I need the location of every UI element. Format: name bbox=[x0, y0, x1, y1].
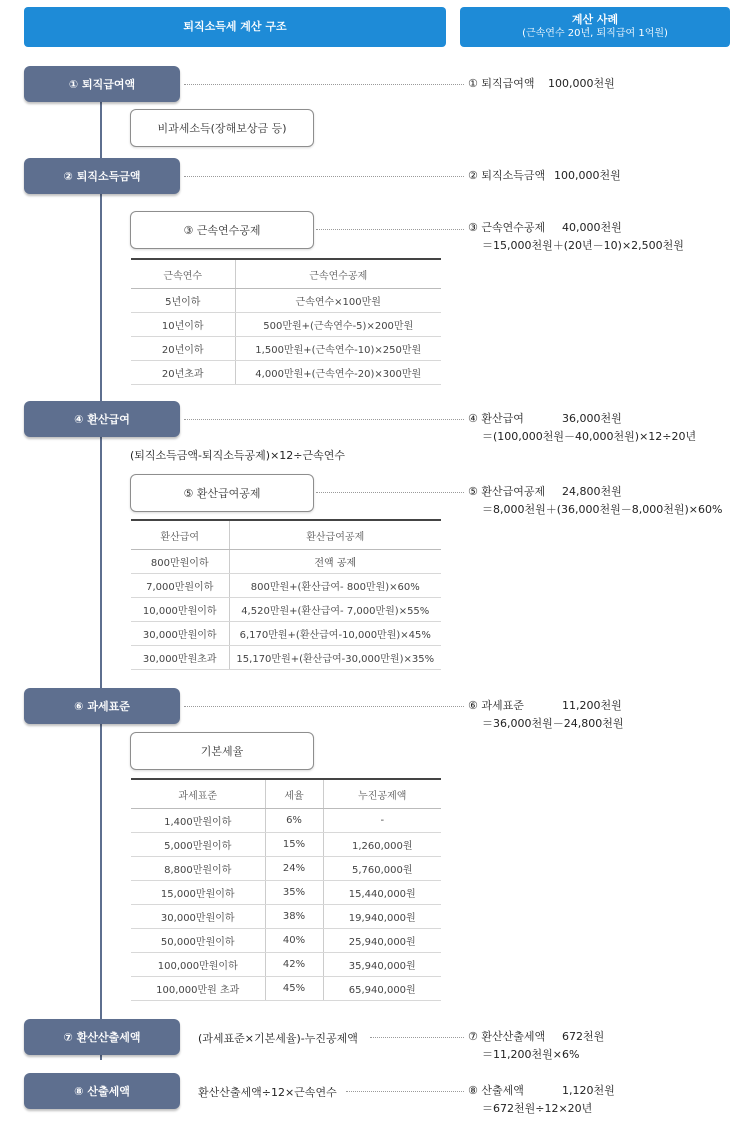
result-5 bbox=[468, 483, 722, 519]
connector-8 bbox=[346, 1091, 464, 1092]
result-4-formula: ＝(100,000천원－40,000천원)×12÷20년 bbox=[482, 430, 697, 443]
connector-2 bbox=[184, 176, 464, 177]
structure-header-title: 퇴직소득세 계산 구조 bbox=[183, 20, 287, 33]
table-cell: 35,940,000원 bbox=[323, 953, 441, 977]
table-cell: 15,000만원이하 bbox=[131, 881, 265, 905]
table-row bbox=[131, 313, 441, 337]
result-7-formula: ＝11,200천원×6% bbox=[482, 1048, 580, 1061]
step-2-label: ② 퇴직소득금액 bbox=[63, 170, 141, 183]
result-8-label: ⑧ 산출세액 bbox=[468, 1084, 524, 1097]
table-cell: 40% bbox=[265, 929, 323, 953]
result-1-label: ① 퇴직급여액 bbox=[468, 77, 535, 90]
flow-spine-line bbox=[100, 100, 102, 1060]
result-6-label: ⑥ 과세표준 bbox=[468, 699, 524, 712]
table-row bbox=[131, 809, 441, 833]
table-cell: 50,000만원이하 bbox=[131, 929, 265, 953]
result-1-value: 100,000천원 bbox=[548, 77, 615, 90]
table-cell: 38% bbox=[265, 905, 323, 929]
structure-header bbox=[24, 7, 446, 47]
table-cell: 24% bbox=[265, 857, 323, 881]
table-header-row bbox=[131, 259, 441, 289]
result-6-formula: ＝36,000천원－24,800천원 bbox=[482, 717, 624, 730]
table-row bbox=[131, 574, 441, 598]
table-cell: 8,800만원이하 bbox=[131, 857, 265, 881]
result-3 bbox=[468, 219, 684, 255]
table-row bbox=[131, 833, 441, 857]
table-cell: 65,940,000원 bbox=[323, 977, 441, 1001]
table-cell: 5,000만원이하 bbox=[131, 833, 265, 857]
result-4-label: ④ 환산급여 bbox=[468, 412, 524, 425]
result-2-value: 100,000천원 bbox=[554, 169, 621, 182]
table-cell: 1,260,000원 bbox=[323, 833, 441, 857]
table-cell: 100,000만원이하 bbox=[131, 953, 265, 977]
table-row bbox=[131, 361, 441, 385]
result-3-value: 40,000천원 bbox=[562, 221, 622, 234]
connector-3 bbox=[316, 229, 464, 230]
table-row bbox=[131, 646, 441, 670]
step-8-formula-note: 환산산출세액÷12×근속연수 bbox=[198, 1086, 337, 1099]
table-header-cell: 근속연수공제 bbox=[235, 259, 441, 289]
table-cell: 42% bbox=[265, 953, 323, 977]
nontaxable-income-box bbox=[130, 109, 314, 147]
result-4-value: 36,000천원 bbox=[562, 412, 622, 425]
table-row bbox=[131, 929, 441, 953]
connector-6 bbox=[184, 706, 464, 707]
result-8-formula: ＝672천원÷12×20년 bbox=[482, 1102, 593, 1115]
table-cell: 4,000만원+(근속연수-20)×300만원 bbox=[235, 361, 441, 385]
table-cell: 6% bbox=[265, 809, 323, 833]
basic-rate-box bbox=[130, 732, 314, 770]
table-row bbox=[131, 977, 441, 1001]
table-row bbox=[131, 289, 441, 313]
table-cell: 전액 공제 bbox=[229, 550, 441, 574]
table-cell: 5,760,000원 bbox=[323, 857, 441, 881]
table-cell: 15% bbox=[265, 833, 323, 857]
table-cell: 20년이하 bbox=[131, 337, 235, 361]
table-header-row bbox=[131, 779, 441, 809]
conversion-deduction-table bbox=[131, 519, 441, 670]
table-row bbox=[131, 953, 441, 977]
table-cell: 19,940,000원 bbox=[323, 905, 441, 929]
service-deduction-box bbox=[130, 211, 314, 249]
result-3-label: ③ 근속연수공제 bbox=[468, 221, 546, 234]
table-cell: 30,000만원이하 bbox=[131, 622, 229, 646]
table-cell: 7,000만원이하 bbox=[131, 574, 229, 598]
connector-1 bbox=[184, 84, 464, 85]
example-header-title: 계산 사례 bbox=[571, 13, 619, 26]
step-7-formula-note: (과세표준×기본세율)-누진공제액 bbox=[198, 1032, 358, 1045]
table-cell: 근속연수×100만원 bbox=[235, 289, 441, 313]
table-cell: 15,170만원+(환산급여-30,000만원)×35% bbox=[229, 646, 441, 670]
table-cell: 15,440,000원 bbox=[323, 881, 441, 905]
step-6-label: ⑥ 과세표준 bbox=[74, 700, 130, 713]
result-5-label: ⑤ 환산급여공제 bbox=[468, 485, 546, 498]
result-8-value: 1,120천원 bbox=[562, 1084, 615, 1097]
table-row bbox=[131, 550, 441, 574]
table-row bbox=[131, 598, 441, 622]
table-cell: 800만원이하 bbox=[131, 550, 229, 574]
table-header-cell: 세율 bbox=[265, 779, 323, 809]
basic-rate-label: 기본세율 bbox=[200, 745, 244, 758]
result-5-value: 24,800천원 bbox=[562, 485, 622, 498]
table-cell: 25,940,000원 bbox=[323, 929, 441, 953]
step-6-tax-base bbox=[24, 688, 180, 724]
basic-rate-table bbox=[131, 778, 441, 1001]
result-7 bbox=[468, 1028, 604, 1064]
connector-5 bbox=[316, 492, 464, 493]
table-cell: 500만원+(근속연수-5)×200만원 bbox=[235, 313, 441, 337]
conversion-deduction-box bbox=[130, 474, 314, 512]
step-8-label: ⑧ 산출세액 bbox=[74, 1085, 130, 1098]
table-cell: 800만원+(환산급여- 800만원)×60% bbox=[229, 574, 441, 598]
result-2-label: ② 퇴직소득금액 bbox=[468, 169, 546, 182]
table-header-cell: 환산급여공제 bbox=[229, 520, 441, 550]
table-row bbox=[131, 881, 441, 905]
result-7-value: 672천원 bbox=[562, 1030, 605, 1043]
table-header-cell: 누진공제액 bbox=[323, 779, 441, 809]
table-header-cell: 근속연수 bbox=[131, 259, 235, 289]
table-cell: 5년이하 bbox=[131, 289, 235, 313]
result-4 bbox=[468, 410, 696, 446]
table-cell: 20년초과 bbox=[131, 361, 235, 385]
table-cell: 45% bbox=[265, 977, 323, 1001]
result-6 bbox=[468, 697, 623, 733]
table-row bbox=[131, 337, 441, 361]
example-header-subtitle: (근속연수 20년, 퇴직급여 1억원) bbox=[522, 28, 668, 39]
table-header-row bbox=[131, 520, 441, 550]
table-cell: 10년이하 bbox=[131, 313, 235, 337]
table-cell: 4,520만원+(환산급여- 7,000만원)×55% bbox=[229, 598, 441, 622]
table-cell: 30,000만원이하 bbox=[131, 905, 265, 929]
result-3-formula: ＝15,000천원＋(20년－10)×2,500천원 bbox=[482, 239, 684, 252]
result-1 bbox=[468, 75, 615, 93]
table-cell: 35% bbox=[265, 881, 323, 905]
step-7-label: ⑦ 환산산출세액 bbox=[63, 1031, 141, 1044]
table-cell: 10,000만원이하 bbox=[131, 598, 229, 622]
service-deduction-label: ③ 근속연수공제 bbox=[183, 224, 261, 237]
table-cell: - bbox=[323, 809, 441, 833]
table-cell: 6,170만원+(환산급여-10,000만원)×45% bbox=[229, 622, 441, 646]
result-7-label: ⑦ 환산산출세액 bbox=[468, 1030, 546, 1043]
service-deduction-table bbox=[131, 258, 441, 385]
result-8 bbox=[468, 1082, 615, 1118]
table-cell: 1,400만원이하 bbox=[131, 809, 265, 833]
table-row bbox=[131, 857, 441, 881]
table-header-cell: 과세표준 bbox=[131, 779, 265, 809]
step-4-label: ④ 환산급여 bbox=[74, 413, 130, 426]
table-row bbox=[131, 905, 441, 929]
table-row bbox=[131, 622, 441, 646]
table-cell: 30,000만원초과 bbox=[131, 646, 229, 670]
result-2 bbox=[468, 167, 621, 185]
connector-7 bbox=[370, 1037, 464, 1038]
step-1-retirement-pay bbox=[24, 66, 180, 102]
conversion-deduction-label: ⑤ 환산급여공제 bbox=[183, 487, 261, 500]
table-header-cell: 환산급여 bbox=[131, 520, 229, 550]
table-cell: 100,000만원 초과 bbox=[131, 977, 265, 1001]
table-cell: 1,500만원+(근속연수-10)×250만원 bbox=[235, 337, 441, 361]
nontaxable-income-label: 비과세소득(장해보상금 등) bbox=[157, 122, 287, 135]
conversion-formula-note: (퇴직소득금액-퇴직소득공제)×12÷근속연수 bbox=[130, 449, 345, 462]
result-6-value: 11,200천원 bbox=[562, 699, 622, 712]
result-5-formula: ＝8,000천원＋(36,000천원－8,000천원)×60% bbox=[482, 503, 723, 516]
step-7-converted-tax bbox=[24, 1019, 180, 1055]
connector-4 bbox=[184, 419, 464, 420]
step-1-label: ① 퇴직급여액 bbox=[68, 78, 136, 91]
step-2-retirement-income bbox=[24, 158, 180, 194]
example-header bbox=[460, 7, 730, 47]
step-8-calculated-tax bbox=[24, 1073, 180, 1109]
step-4-converted-pay bbox=[24, 401, 180, 437]
